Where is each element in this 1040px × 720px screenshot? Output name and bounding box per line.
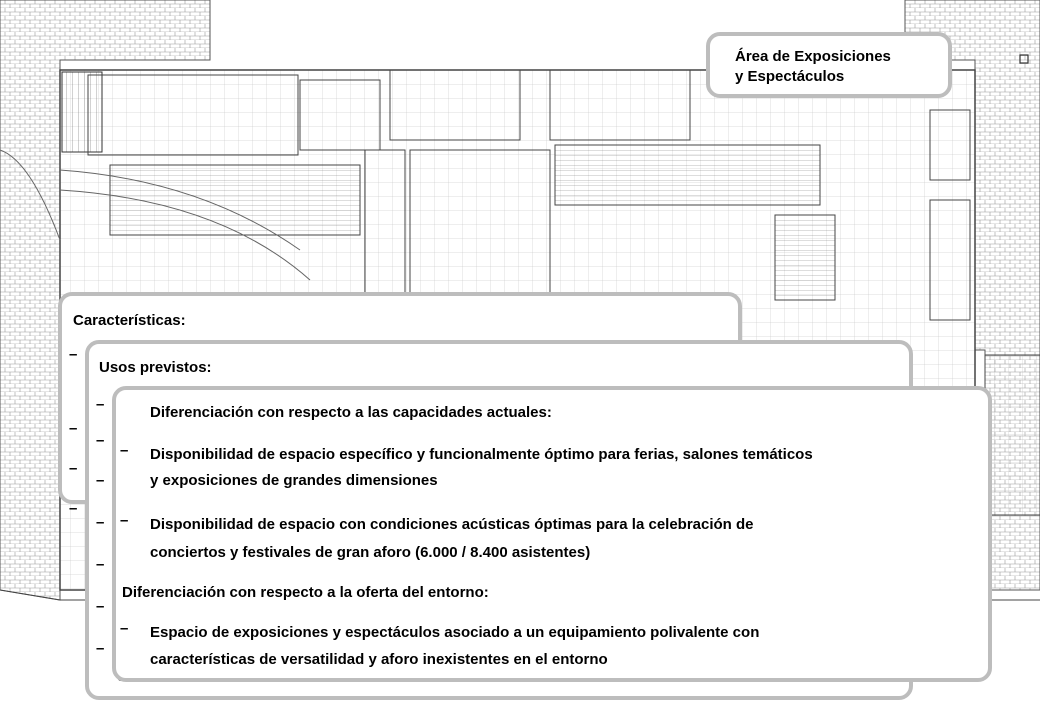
bullet-dash: –	[96, 472, 105, 489]
bullet-dash: –	[69, 420, 78, 437]
caracteristicas-title: Características:	[73, 312, 186, 329]
heading-oferta-entorno: Diferenciación con respecto a la oferta del entorno:	[122, 584, 489, 601]
area-label-line2: y Espectáculos	[735, 68, 845, 85]
bullet-dash: –	[69, 346, 78, 363]
bullet-dash: –	[96, 432, 105, 449]
bullet-dash: –	[96, 598, 105, 615]
bullet-dash: –	[120, 512, 129, 529]
diferenciacion-callout	[112, 386, 992, 682]
area-label-line1: Área de Exposiciones	[735, 48, 891, 65]
bullet-dash: –	[96, 514, 105, 531]
heading-capacidades-actuales: Diferenciación con respecto a las capacidades actuales:	[150, 404, 552, 421]
item-ferias-line2: y exposiciones de grandes dimensiones	[150, 472, 438, 489]
item-espacio-line2: características de versatilidad y aforo inexistentes en el entorno	[150, 651, 608, 668]
bullet-dash: –	[96, 640, 105, 657]
item-ferias-line1: Disponibilidad de espacio específico y funcionalmente óptimo para ferias, salones temáticos	[150, 446, 813, 463]
bullet-dash: –	[69, 460, 78, 477]
bullet-dash: –	[96, 396, 105, 413]
bullet-dash: –	[96, 556, 105, 573]
item-espacio-line1: Espacio de exposiciones y espectáculos asociado a un equipamiento polivalente con	[150, 624, 760, 641]
usos-title: Usos previstos:	[99, 359, 212, 376]
item-acustica-line1: Disponibilidad de espacio con condiciones acústicas óptimas para la celebración de	[150, 516, 754, 533]
bullet-dash: –	[69, 500, 78, 517]
bullet-dash: –	[120, 442, 129, 459]
area-label-callout	[706, 32, 952, 98]
item-acustica-line2: conciertos y festivales de gran aforo (6.000 / 8.400 asistentes)	[150, 544, 591, 561]
bullet-dash: –	[120, 620, 129, 637]
